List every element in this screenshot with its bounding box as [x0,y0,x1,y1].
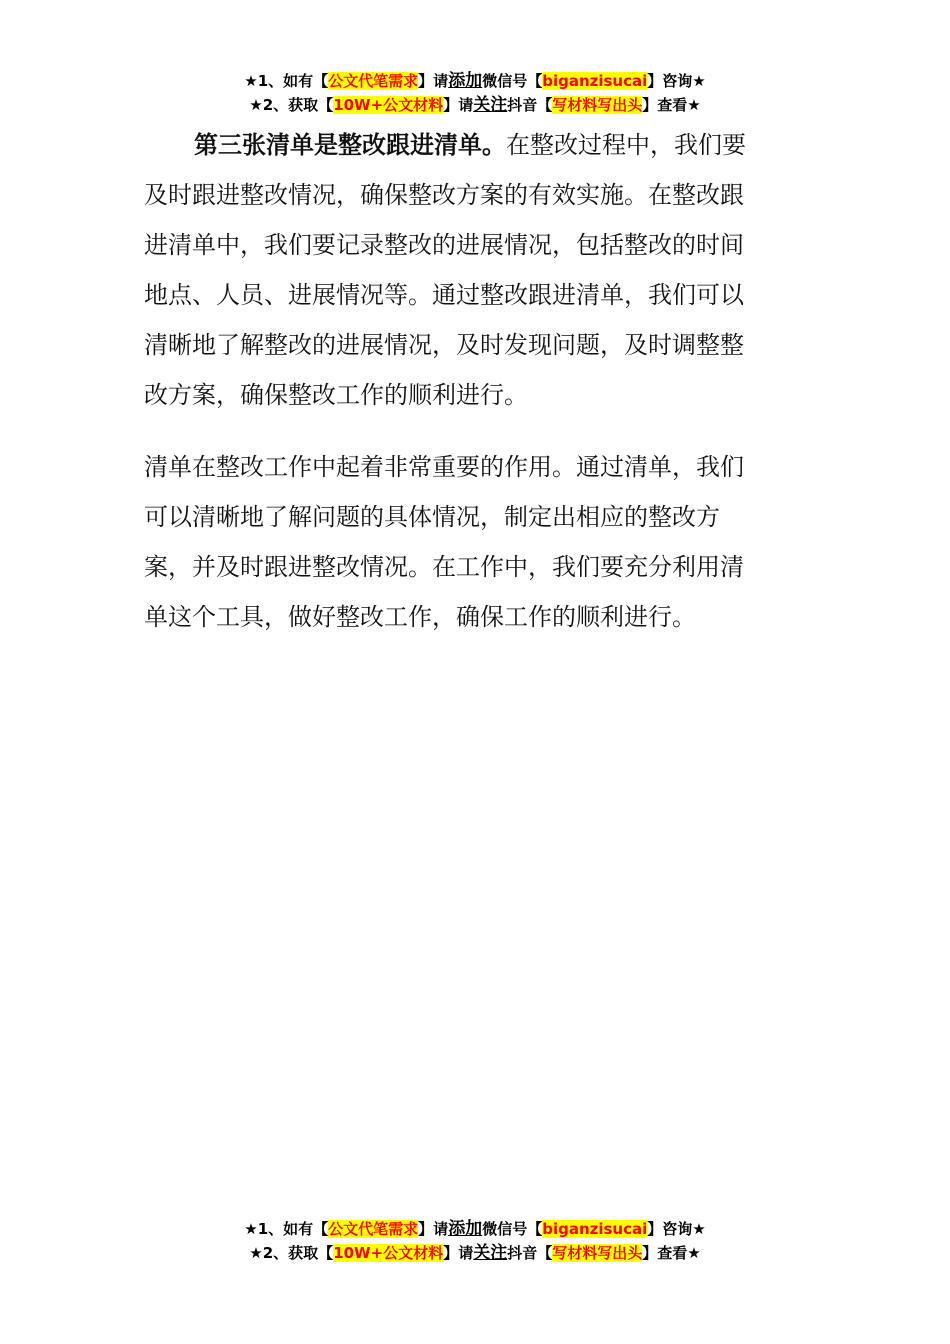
banner-highlight: 写材料写出头 [552,96,643,114]
banner-text: ★2、获取【 [249,96,334,114]
banner-line-2 [0,1241,950,1265]
banner-line-2 [0,93,950,117]
banner-text: 】请 [418,72,449,90]
banner-text: 微信号【 [482,1220,543,1238]
banner-highlight: biganzisucai [542,72,648,90]
paragraph-line: 案，并及时跟进整改情况。在工作中，我们要充分利用清 [144,553,744,581]
banner-text: 】请 [418,1220,449,1238]
bottom-banner [0,1217,950,1265]
banner-text: ★1、如有【 [244,1220,329,1238]
banner-text: 】请 [443,96,474,114]
top-banner [0,69,950,117]
paragraph-line: 改方案，确保整改工作的顺利进行。 [144,381,528,409]
paragraph-line: 清晰地了解整改的进展情况，及时发现问题，及时调整整 [144,331,744,359]
banner-underlined: 添加 [448,71,483,91]
paragraph-line: 单这个工具，做好整改工作，确保工作的顺利进行。 [144,603,696,631]
banner-highlight: 写材料写出头 [552,1244,643,1262]
banner-underlined: 添加 [448,1219,483,1239]
paragraph-line [144,120,814,170]
banner-line-1 [0,69,950,93]
paragraph-lead: 第三张清单是整改跟进清单。 [194,131,506,159]
banner-text: 抖音【 [507,1244,553,1262]
banner-text: 】咨询★ [647,72,706,90]
banner-underlined: 关注 [473,1243,508,1263]
paragraph-line: 进清单中，我们要记录整改的进展情况，包括整改的时间 [144,231,744,259]
banner-text: ★1、如有【 [244,72,329,90]
paragraph-line: 清单在整改工作中起着非常重要的作用。通过清单，我们 [144,453,744,481]
banner-text: 抖音【 [507,96,553,114]
banner-text: 】请 [443,1244,474,1262]
paragraph-line: 地点、人员、进展情况等。通过整改跟进清单，我们可以 [144,281,744,309]
banner-highlight: 10W+公文材料 [333,96,444,114]
banner-line-1 [0,1217,950,1241]
banner-highlight: biganzisucai [542,1220,648,1238]
paragraph-line: 可以清晰地了解问题的具体情况，制定出相应的整改方 [144,503,720,531]
banner-text: 微信号【 [482,72,543,90]
banner-highlight: 10W+公文材料 [333,1244,444,1262]
banner-highlight: 公文代笔需求 [328,72,419,90]
paragraph-text: 在整改过程中，我们要 [506,131,746,159]
paragraph-2 [144,442,790,642]
banner-text: 】咨询★ [647,1220,706,1238]
banner-text: 】查看★ [642,1244,701,1262]
paragraph-1 [144,120,814,420]
banner-underlined: 关注 [473,95,508,115]
banner-text: 】查看★ [642,96,701,114]
banner-highlight: 公文代笔需求 [328,1220,419,1238]
paragraph-line: 及时跟进整改情况，确保整改方案的有效实施。在整改跟 [144,181,744,209]
banner-text: ★2、获取【 [249,1244,334,1262]
